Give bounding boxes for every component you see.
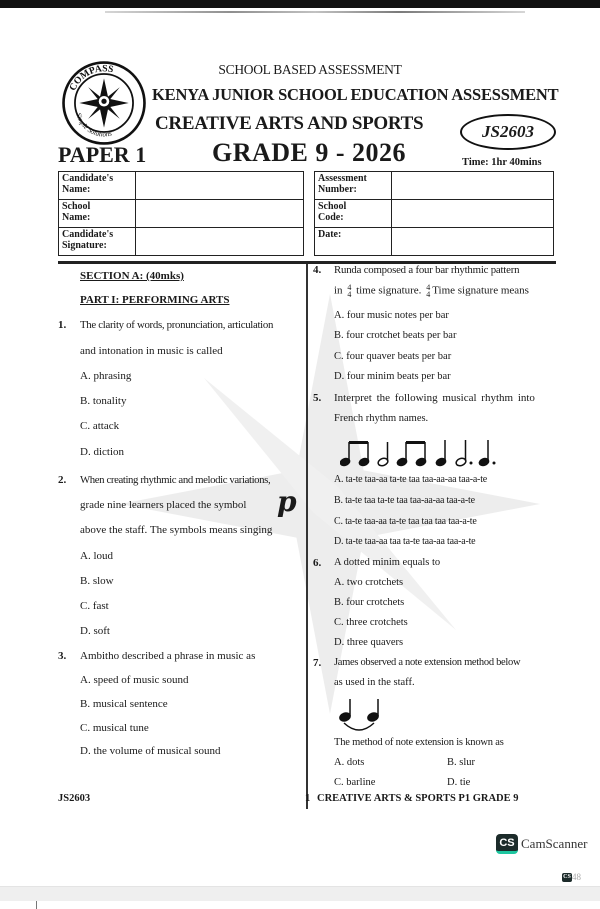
svg-text:Simple Solutions: Simple Solutions xyxy=(74,112,113,139)
time-signature-4-4: 4 4 xyxy=(347,283,352,299)
label-school-code: School Code: xyxy=(315,200,392,228)
q7-number: 7. xyxy=(313,657,322,669)
tied-notes-icon xyxy=(338,697,388,735)
q5-option-a[interactable]: A. ta-te taa-aa ta-te taa taa-aa-aa taa-a-te xyxy=(334,474,488,485)
q3-option-a[interactable]: A. speed of music sound xyxy=(80,674,189,686)
q7-stem-line2: as used in the staff. xyxy=(334,677,415,688)
q6-stem: A dotted minim equals to xyxy=(334,557,441,568)
bottom-toolbar xyxy=(0,886,600,901)
label-school-name: School Name: xyxy=(59,200,136,228)
column-divider xyxy=(305,264,311,809)
candidate-info-table xyxy=(58,171,304,256)
label-candidate-signature: Candidate's Signature: xyxy=(59,228,136,256)
paper-code-badge xyxy=(460,114,556,150)
q2-option-b[interactable]: B. slow xyxy=(80,575,114,587)
scan-artifact-line xyxy=(105,11,525,13)
q2-stem-line1: When creating rhythmic and melodic variations, xyxy=(80,474,271,486)
q4-option-d[interactable]: D. four minim beats per bar xyxy=(334,371,451,382)
camscanner-label: CamScanner xyxy=(521,836,588,851)
grade-year: GRADE 9 - 2026 xyxy=(212,138,407,167)
footer-code: JS2603 xyxy=(58,793,91,804)
rhythm-notation-icon xyxy=(340,438,520,468)
q3-option-c[interactable]: C. musical tune xyxy=(80,722,149,734)
label-assessment-number: Assessment Number: xyxy=(315,172,392,200)
assessment-info-table xyxy=(314,171,554,256)
q5-stem-line2: French rhythm names. xyxy=(334,413,429,424)
candidate-name-field[interactable] xyxy=(136,172,304,200)
camscanner-page-indicator xyxy=(562,872,581,882)
candidate-signature-field[interactable] xyxy=(136,228,304,256)
q4-stem-line1: Runda composed a four bar rhythmic pattern xyxy=(334,264,520,276)
q6-number: 6. xyxy=(313,557,322,569)
label-date: Date: xyxy=(315,228,392,256)
school-name-field[interactable] xyxy=(136,200,304,228)
q2-number: 2. xyxy=(58,474,67,486)
q1-option-b[interactable]: B. tonality xyxy=(80,395,127,407)
paper-label: PAPER 1 xyxy=(58,142,147,167)
exam-title: KENYA JUNIOR SCHOOL EDUCATION ASSESSMENT xyxy=(152,85,559,104)
footer-title: CREATIVE ARTS & SPORTS P1 GRADE 9 xyxy=(317,793,519,804)
part-title: PART I: PERFORMING ARTS xyxy=(80,294,230,306)
q1-number: 1. xyxy=(58,319,67,331)
q4-option-c[interactable]: C. four quaver beats per bar xyxy=(334,351,452,362)
q5-number: 5. xyxy=(313,392,322,404)
q6-option-b[interactable]: B. four crotchets xyxy=(334,597,405,608)
q5-option-d[interactable]: D. ta-te taa-aa taa ta-te taa-aa taa-a-te xyxy=(334,536,476,547)
camscanner-logo-icon: CS xyxy=(496,834,518,854)
label-candidate-name: Candidate's Name: xyxy=(59,172,136,200)
q6-option-c[interactable]: C. three crotchets xyxy=(334,617,408,628)
q7-stem-line3: The method of note extension is known as xyxy=(334,737,504,748)
q2-stem-line3: above the staff. The symbols means singing xyxy=(80,524,273,536)
scanned-page xyxy=(0,14,600,879)
text-cursor xyxy=(36,901,37,909)
q5-option-b[interactable]: B. ta-te taa ta-te taa taa-aa-aa taa-a-te xyxy=(334,495,475,506)
camscanner-watermark xyxy=(496,834,587,854)
q4-number: 4. xyxy=(313,264,322,276)
assessment-number-field[interactable] xyxy=(392,172,554,200)
section-title: SECTION A: (40mks) xyxy=(80,270,184,282)
subject-title: CREATIVE ARTS AND SPORTS xyxy=(155,113,424,134)
date-field[interactable] xyxy=(392,228,554,256)
q4-option-b[interactable]: B. four crotchet beats per bar xyxy=(334,330,457,341)
q4-stem-line2 xyxy=(334,284,529,298)
q6-option-d[interactable]: D. three quavers xyxy=(334,637,404,648)
school-based-heading: SCHOOL BASED ASSESSMENT xyxy=(218,62,402,77)
q1-option-a[interactable]: A. phrasing xyxy=(80,370,132,382)
q1-option-c[interactable]: C. attack xyxy=(80,420,120,432)
q1-option-d[interactable]: D. diction xyxy=(80,446,124,458)
q4-time-sig-text: time signature. xyxy=(356,284,422,297)
q5-option-c[interactable]: C. ta-te taa-aa ta-te taa taa taa taa-a-te xyxy=(334,516,477,527)
q2-option-c[interactable]: C. fast xyxy=(80,600,109,612)
piano-dynamic-symbol: p xyxy=(277,485,297,518)
school-code-field[interactable] xyxy=(392,200,554,228)
q4-in-text: in xyxy=(334,284,343,297)
q3-stem: Ambitho described a phrase in music as xyxy=(80,650,256,662)
q7-option-c[interactable]: C. barline xyxy=(334,777,376,788)
q3-option-d[interactable]: D. the volume of musical sound xyxy=(80,745,221,757)
q6-option-a[interactable]: A. two crotchets xyxy=(334,577,404,588)
q5-stem-line1: Interpret the following musical rhythm into xyxy=(334,392,535,404)
q7-stem-line1: James observed a note extension method below xyxy=(334,657,521,668)
q1-stem-line1: The clarity of words, pronunciation, articulation xyxy=(80,319,274,331)
q2-stem-line2: grade nine learners placed the symbol xyxy=(80,499,247,511)
page-number: 1 xyxy=(305,793,311,804)
q2-option-d[interactable]: D. soft xyxy=(80,625,110,637)
q2-option-a[interactable]: A. loud xyxy=(80,550,113,562)
q3-number: 3. xyxy=(58,650,67,662)
q7-option-b[interactable]: B. slur xyxy=(447,757,476,768)
paper-code: JS2603 xyxy=(482,122,534,141)
time-signature-4-4-second: 4 4 xyxy=(426,283,431,299)
q3-option-b[interactable]: B. musical sentence xyxy=(80,698,168,710)
q7-option-a[interactable]: A. dots xyxy=(334,757,365,768)
q1-stem-line2: and intonation in music is called xyxy=(80,345,223,357)
svg-text:COMPASS: COMPASS xyxy=(67,63,115,93)
time-allowed: Time: 1hr 40mins xyxy=(462,157,542,168)
q7-option-d[interactable]: D. tie xyxy=(447,777,471,788)
mini-page-text: 48 xyxy=(572,872,581,882)
camscanner-mini-icon: CS xyxy=(563,874,571,881)
top-dark-bar xyxy=(0,0,600,8)
q4-means-text: Time signature means xyxy=(432,284,529,297)
q4-option-a[interactable]: A. four music notes per bar xyxy=(334,310,449,321)
